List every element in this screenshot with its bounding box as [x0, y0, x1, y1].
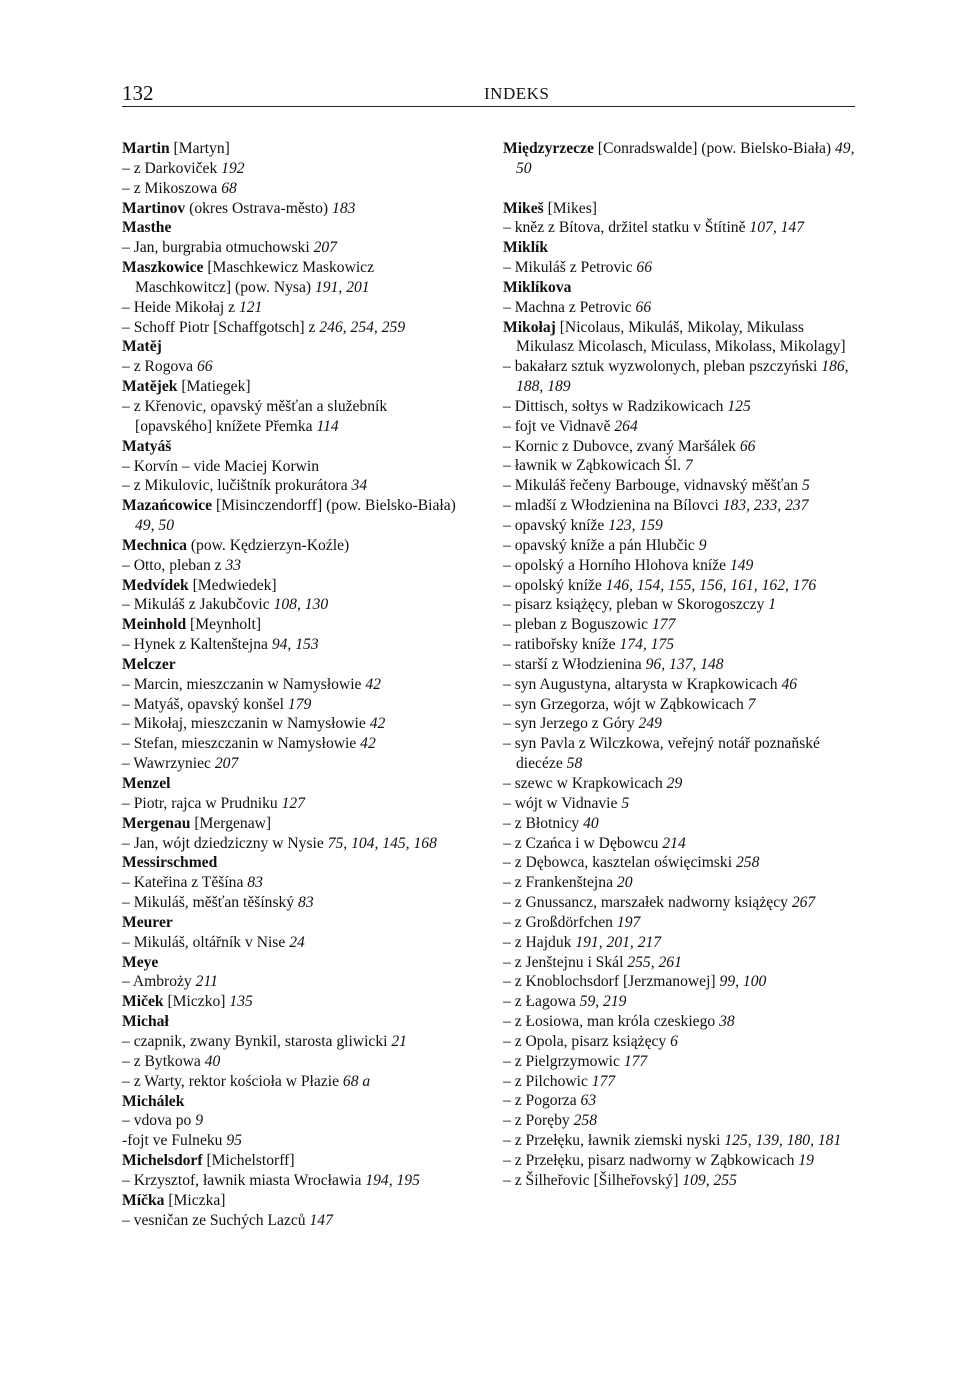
page-reference: 258	[735, 854, 760, 872]
entry-text: – z Rogova	[122, 358, 197, 376]
page-reference: 127	[281, 794, 306, 812]
index-subentry	[503, 437, 858, 457]
entry-text: [Conradswalde] (pow. Bielsko-Biała)	[593, 140, 835, 157]
index-subentry	[503, 258, 858, 278]
entry-text: – z Warty, rektor kościoła w Płazie	[122, 1072, 343, 1090]
index-subentry	[503, 1091, 858, 1111]
entry-text: [Meynholt]	[186, 616, 262, 634]
entry-text: – wójt w Vidnavie	[503, 794, 622, 812]
index-headword-entry	[503, 318, 858, 358]
entry-text: – Mikuláš, měšťan těšínský	[122, 894, 299, 912]
entry-text: – Matyáš, opavský konšel	[122, 695, 288, 713]
entry-text: – bakałarz sztuk wyzwolonych, pleban pszczyński	[503, 358, 822, 376]
page-reference: 68	[221, 179, 237, 197]
page-reference: 42	[365, 675, 381, 693]
entry-text: – z Pogorza	[503, 1092, 581, 1110]
page-reference: 49, 50	[516, 140, 855, 177]
entry-text: – z Łagowa	[503, 993, 580, 1011]
entry-text: (pow. Kędzierzyn-Koźle)	[186, 536, 350, 554]
headword: Michał	[122, 1013, 169, 1031]
index-subentry	[122, 1111, 462, 1131]
index-subentry	[122, 238, 462, 258]
headword: Míčka	[122, 1191, 165, 1209]
index-subentry	[503, 1151, 858, 1171]
page-reference: 96, 137, 148	[645, 655, 724, 673]
index-headword-entry	[122, 655, 462, 675]
index-subentry	[503, 655, 858, 675]
page-reference: 59, 219	[579, 993, 627, 1011]
index-subentry	[503, 576, 858, 596]
index-headword-entry	[122, 774, 462, 794]
headword: Matyáš	[122, 437, 172, 455]
page-reference: 191, 201, 217	[575, 933, 662, 951]
page-reference: 109, 255	[682, 1171, 737, 1189]
page-reference: 267	[791, 894, 816, 912]
page-reference: 249	[638, 715, 662, 733]
headword: Mikeš	[503, 199, 544, 217]
entry-text: – syn Augustyna, altarysta w Krapkowicach	[503, 675, 782, 693]
page-reference: 5	[801, 477, 810, 495]
entry-text: -fojt ve Fulneku	[122, 1132, 227, 1150]
page-reference: 197	[616, 913, 641, 931]
entry-text: – Stefan, mieszczanin w Namysłowie	[122, 735, 361, 753]
index-subentry	[122, 318, 462, 338]
entry-text: – Machna z Petrovic	[503, 298, 636, 316]
index-headword-entry	[122, 1191, 462, 1211]
index-subentry	[503, 853, 858, 873]
entry-text: – Jan, wójt dziedziczny w Nysie	[122, 834, 328, 852]
index-headword-entry	[122, 337, 462, 357]
index-headword-entry	[122, 139, 462, 159]
entry-text: (okres Ostrava-město)	[185, 199, 333, 217]
index-subentry	[122, 179, 462, 199]
entry-text: – z Mikulovic, lučištník prokurátora	[122, 477, 352, 495]
entry-text: [Miczka]	[164, 1191, 226, 1209]
entry-text: – opolský a Horního Hlohova kníže	[503, 556, 730, 574]
index-subentry	[503, 595, 858, 615]
page-reference: 68 a	[342, 1072, 371, 1090]
entry-text: – z Mikoszowa	[122, 179, 222, 197]
page-reference: 66	[196, 358, 213, 376]
index-headword-entry	[122, 1012, 462, 1032]
index-headword-entry	[122, 853, 462, 873]
index-subentry	[503, 1012, 858, 1032]
page-reference: 7	[684, 457, 693, 475]
entry-text: [Nicolaus, Mikuláš, Mikolay, Mikulass Mikulasz Micolasch, Miculass, Mikolass, Mikolagy]	[516, 318, 846, 356]
running-title: INDEKS	[484, 84, 550, 103]
entry-text: – Korvín – vide Maciej Korwin	[122, 457, 320, 475]
index-headword-entry	[122, 953, 462, 973]
entry-text: – z Przełęku, ławnik ziemski nyski	[503, 1132, 725, 1150]
headword: Mechnica	[122, 536, 187, 554]
entry-text: – Kornic z Dubovce, zvaný Maršálek	[503, 437, 740, 455]
index-subentry	[503, 873, 858, 893]
index-subentry	[122, 1052, 462, 1072]
index-subentry	[503, 714, 858, 734]
index-headword-entry	[503, 278, 858, 298]
entry-text: [Martyn]	[169, 140, 230, 157]
page-reference: 38	[719, 1013, 735, 1031]
index-headword-entry	[122, 258, 462, 298]
entry-text: – z Hajduk	[503, 933, 576, 951]
entry-text: – z Großdörfchen	[503, 913, 617, 931]
entry-text: – vesničan ze Suchých Lazců	[122, 1211, 310, 1229]
index-headword-entry	[503, 199, 858, 219]
index-headword-entry	[122, 1151, 462, 1171]
entry-text: [Mergenaw]	[190, 814, 272, 832]
entry-text: – opavský kníže	[503, 517, 609, 535]
entry-text: – z Šilheřovic [Šilheřovský]	[503, 1171, 683, 1189]
page-reference: 83	[298, 894, 314, 912]
entry-text: – z Opola, pisarz książęcy	[503, 1032, 671, 1050]
headword: Mergenau	[122, 814, 191, 832]
page-reference: 125, 139, 180, 181	[724, 1132, 842, 1150]
index-subentry	[122, 933, 462, 953]
page-reference: 94, 153	[271, 636, 319, 654]
page-reference: 192	[221, 159, 245, 177]
headword: Melczer	[122, 655, 176, 673]
index-headword-entry	[122, 913, 462, 933]
page-reference: 191, 201	[315, 278, 370, 296]
index-subentry	[122, 476, 462, 496]
page-reference: 99, 100	[719, 973, 767, 991]
headword: Martinov	[122, 199, 186, 217]
page-number: 132	[122, 81, 154, 105]
headword: Medvídek	[122, 576, 189, 594]
entry-text: – Piotr, rajca w Prudniku	[122, 794, 282, 812]
index-subentry	[503, 397, 858, 417]
index-subentry	[122, 1032, 462, 1052]
page-reference: 177	[591, 1072, 616, 1090]
index-subentry	[503, 893, 858, 913]
index-subentry	[122, 1072, 462, 1092]
page-reference: 33	[225, 556, 242, 574]
entry-text: – z Czańca i w Dębowcu	[503, 834, 663, 852]
index-headword-entry	[122, 576, 462, 596]
headword: Meinhold	[122, 616, 187, 634]
page-reference: 135	[229, 993, 253, 1011]
page-reference: 9	[195, 1112, 203, 1130]
page-reference: 214	[662, 834, 686, 852]
index-subentry	[122, 675, 462, 695]
index-subentry	[503, 615, 858, 635]
entry-text: [Michelstorff]	[202, 1152, 295, 1170]
entry-text: – z Łosiowa, man króla czeskiego	[503, 1013, 720, 1031]
index-subentry	[503, 1111, 858, 1131]
page-reference: 7	[747, 695, 756, 713]
index-subentry	[503, 953, 858, 973]
index-subentry	[503, 1131, 858, 1151]
index-headword-entry	[122, 1092, 462, 1112]
entry-text: – szewc w Krapkowicach	[503, 774, 667, 792]
entry-text: – Heide Mikołaj z	[122, 298, 239, 316]
page-reference: 186, 188, 189	[516, 358, 849, 396]
headword: Mikołaj	[503, 318, 556, 336]
index-subentry	[503, 357, 858, 397]
entry-text: – syn Grzegorza, wójt w Ząbkowicach	[503, 695, 748, 713]
page-reference: 9	[698, 536, 707, 554]
entry-text: – ławnik w Ząbkowicach Śl.	[503, 457, 685, 475]
entry-text: – z Pielgrzymowic	[503, 1052, 624, 1070]
page-reference: 42	[369, 715, 386, 733]
index-subentry	[122, 714, 462, 734]
entry-text: – syn Jerzego z Góry	[503, 715, 639, 733]
index-subentry	[122, 695, 462, 715]
index-subentry	[122, 1211, 462, 1231]
page-reference: 179	[287, 695, 312, 713]
index-headword-entry	[122, 814, 462, 834]
entry-text: [Misinczendorff] (pow. Bielsko-Biała)	[212, 497, 456, 515]
entry-text: – z Błotnicy	[503, 814, 584, 832]
entry-text: – Krzysztof, ławnik miasta Wrocławia	[122, 1171, 366, 1189]
page-reference: 5	[621, 794, 630, 812]
entry-text: – Marcin, mieszczanin w Namysłowie	[122, 675, 366, 693]
headword: Messirschmed	[122, 854, 218, 872]
page-reference: 40	[204, 1052, 221, 1070]
page-reference: 125	[727, 397, 751, 415]
entry-text: – Schoff Piotr [Schaffgotsch] z	[122, 318, 320, 336]
page-reference: 95	[226, 1132, 242, 1150]
headword: Miček	[122, 993, 164, 1011]
page-reference: 121	[238, 298, 263, 316]
index-subentry	[503, 1171, 858, 1191]
page-reference: 258	[573, 1112, 597, 1130]
entry-text: – z Pilchowic	[503, 1072, 592, 1090]
page-reference: 149	[729, 556, 754, 574]
entry-text: – kněz z Bítova, držitel statku v Štítině	[503, 219, 750, 237]
entry-text: – pleban z Boguszowic	[503, 616, 652, 634]
page-reference: 66	[636, 259, 652, 277]
index-subentry	[122, 397, 462, 437]
entry-text: – ratibořsky kníže	[503, 636, 620, 654]
index-subentry	[503, 556, 858, 576]
page-reference: 29	[666, 774, 683, 792]
index-subentry	[122, 556, 462, 576]
page-reference: 46	[781, 675, 798, 693]
index-subentry	[503, 456, 858, 476]
index-subentry	[503, 794, 858, 814]
page-reference: 20	[616, 874, 633, 892]
index-headword-entry	[122, 199, 462, 219]
page-reference: 6	[670, 1032, 678, 1050]
entry-text: – Dittisch, sołtys w Radzikowicach	[503, 397, 728, 415]
index-headword-entry	[122, 615, 462, 635]
page-reference: 83	[247, 874, 263, 892]
entry-text: – z Poręby	[503, 1112, 574, 1130]
index-subentry	[122, 834, 462, 854]
headword: Menzel	[122, 775, 171, 792]
page-header	[122, 80, 855, 107]
headword: Miklík	[503, 239, 549, 257]
page-reference: 194, 195	[365, 1171, 420, 1189]
index-subentry	[503, 675, 858, 695]
page-reference: 183	[332, 199, 356, 217]
index-subentry	[503, 476, 858, 496]
headword: Międzyrzecze	[503, 140, 594, 157]
entry-text: – Jan, burgrabia otmuchowski	[122, 239, 314, 257]
index-subentry	[122, 794, 462, 814]
headword: Maszkowice	[122, 259, 204, 277]
entry-text: – Mikołaj, mieszczanin w Namysłowie	[122, 715, 370, 733]
entry-text: – pisarz książęcy, pleban w Skorogoszczy	[503, 596, 769, 614]
index-column-right	[503, 139, 858, 1191]
page-reference: 211	[195, 973, 218, 991]
index-subentry	[503, 774, 858, 794]
page-reference: 174, 175	[619, 636, 675, 654]
index-headword-entry	[122, 496, 462, 536]
page-reference: 183, 233, 237	[722, 497, 809, 515]
entry-text: – z Darkoviček	[122, 159, 222, 177]
index-headword-entry	[122, 377, 462, 397]
index-subentry	[503, 1032, 858, 1052]
index-subentry	[503, 218, 858, 238]
index-headword-entry	[122, 992, 462, 1012]
page-reference: 42	[360, 735, 376, 753]
page-reference: 255, 261	[627, 953, 682, 971]
page-reference: 207	[214, 755, 239, 773]
page-reference: 49, 50	[135, 517, 174, 535]
page-reference: 264	[614, 417, 638, 435]
entry-text: – Wawrzyniec	[122, 755, 215, 773]
page-reference: 108, 130	[273, 596, 329, 614]
index-headword-entry	[122, 218, 462, 238]
index-headword-entry	[122, 437, 462, 457]
index-subentry	[503, 635, 858, 655]
index-subentry	[503, 972, 858, 992]
index-subentry	[503, 496, 858, 516]
index-subentry	[503, 298, 858, 318]
entry-text: – z Dębowca, kasztelan oświęcimski	[503, 854, 736, 872]
index-subentry	[503, 1072, 858, 1092]
headword: Michálek	[122, 1092, 185, 1110]
entry-text: – z Bytkowa	[122, 1052, 205, 1070]
page-reference: 207	[313, 239, 337, 257]
index-subentry	[122, 595, 462, 615]
index-subentry	[122, 893, 462, 913]
page-reference: 66	[739, 437, 756, 455]
index-subentry	[503, 992, 858, 1012]
index-subentry	[503, 834, 858, 854]
entry-text: – z Przełęku, pisarz nadworny w Ząbkowicach	[503, 1152, 799, 1170]
entry-text: – Mikuláš z Petrovic	[503, 259, 637, 277]
index-subentry	[503, 516, 858, 536]
headword: Miklíkova	[503, 278, 572, 296]
headword: Meye	[122, 953, 159, 971]
index-column-left	[122, 139, 462, 1230]
entry-text: [Matiegek]	[177, 378, 251, 396]
index-subentry	[122, 1131, 462, 1151]
entry-text: – syn Pavla z Wilczkowa, veřejný notář poznaňské diecéze	[503, 735, 820, 773]
index-subentry	[503, 695, 858, 715]
entry-text: – fojt ve Vidnavě	[503, 417, 615, 435]
page-reference: 146, 154, 155, 156, 161, 162, 176	[605, 576, 817, 594]
page-reference: 40	[583, 814, 599, 832]
page-reference: 58	[566, 755, 583, 773]
index-subentry	[503, 933, 858, 953]
index-subentry	[122, 1171, 462, 1191]
entry-text: – Otto, pleban z	[122, 556, 226, 574]
entry-text: – starší z Włodzienina	[503, 655, 646, 673]
page-reference: 19	[798, 1152, 814, 1170]
index-headword-entry	[503, 238, 858, 258]
page-reference: 107, 147	[749, 219, 804, 237]
entry-text: – opavský kníže a pán Hlubčic	[503, 536, 699, 554]
page-reference: 1	[768, 596, 777, 614]
headword: Mazańcowice	[122, 497, 213, 515]
headword: Michelsdorf	[122, 1152, 203, 1170]
page-reference: 34	[351, 477, 368, 495]
page-reference: 114	[316, 417, 339, 435]
page-reference: 123, 159	[608, 517, 663, 535]
index-subentry	[122, 357, 462, 377]
page-reference: 75, 104, 145, 168	[327, 834, 437, 852]
entry-text: – Kateřina z Těšína	[122, 874, 248, 892]
entry-text: – Ambroży	[122, 973, 196, 991]
index-subentry	[122, 298, 462, 318]
page-reference: 63	[580, 1092, 597, 1110]
index-subentry	[122, 873, 462, 893]
page-reference: 177	[623, 1052, 648, 1070]
page-reference: 246, 254, 259	[319, 318, 406, 336]
page-reference: 147	[309, 1211, 333, 1229]
entry-text: – vdova po	[122, 1112, 196, 1130]
headword: Martin	[122, 140, 170, 157]
entry-text: – Mikuláš z Jakubčovic	[122, 596, 274, 614]
index-subentry	[503, 814, 858, 834]
page-reference: 66	[635, 298, 652, 316]
index-subentry	[503, 417, 858, 437]
index-subentry	[122, 754, 462, 774]
index-subentry	[122, 972, 462, 992]
index-subentry	[503, 536, 858, 556]
entry-text: – opolský kníže	[503, 576, 606, 594]
index-subentry	[503, 1052, 858, 1072]
headword: Masthe	[122, 219, 172, 237]
entry-text: [Medwiedek]	[188, 576, 277, 594]
entry-text: – Hynek z Kaltenštejna	[122, 636, 272, 654]
entry-text: – z Jenštejnu i Skál	[503, 953, 628, 971]
page-reference: 21	[391, 1032, 407, 1050]
index-headword-entry	[503, 139, 858, 179]
entry-text: – czapnik, zwany Bynkil, starosta gliwicki	[122, 1032, 392, 1050]
index-subentry	[503, 734, 858, 774]
headword: Matějek	[122, 378, 178, 396]
entry-text: – z Frankenštejna	[503, 874, 617, 892]
entry-text: – z Gnussancz, marszałek nadworny książęcy	[503, 894, 792, 912]
index-headword-entry	[122, 536, 462, 556]
entry-text: – z Knoblochsdorf [Jerzmanowej]	[503, 973, 720, 991]
index-subentry	[503, 913, 858, 933]
index-subentry	[122, 734, 462, 754]
entry-text: [Miczko]	[163, 993, 230, 1011]
entry-text: [Mikes]	[543, 199, 597, 217]
index-subentry	[122, 457, 462, 477]
headword: Matěj	[122, 338, 162, 356]
entry-text: – Mikuláš, oltářník v Nise	[122, 933, 290, 951]
index-subentry	[122, 159, 462, 179]
page-reference: 177	[651, 616, 676, 634]
entry-text: – Mikuláš řečeny Barbouge, vidnavský měšťan	[503, 477, 802, 495]
entry-text: [Maschkewicz Maskowicz Maschkowitcz] (pow. Nysa)	[135, 259, 375, 296]
index-subentry	[122, 635, 462, 655]
entry-text: – mladší z Włodzienina na Bílovci	[503, 497, 723, 515]
headword: Meurer	[122, 913, 173, 931]
page-reference: 24	[289, 933, 305, 951]
entry-text: – z Křenovic, opavský měšťan a služebník [opavského] knížete Přemka	[122, 397, 388, 435]
